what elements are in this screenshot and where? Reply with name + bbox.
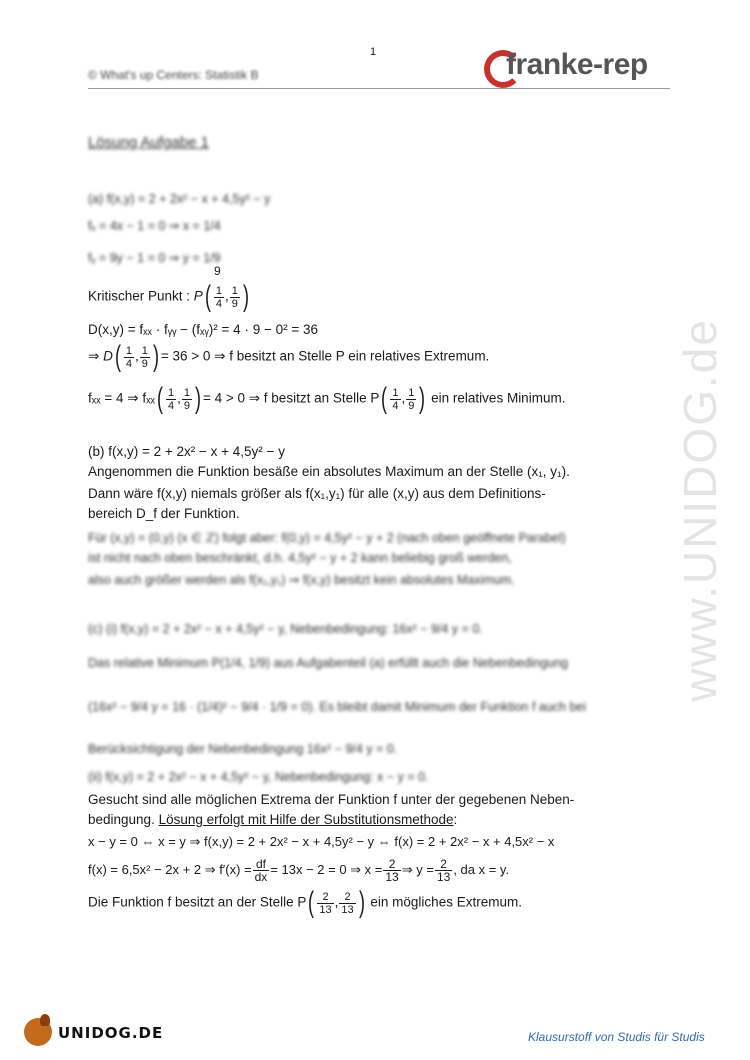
- page-number: 1: [370, 46, 377, 58]
- unidog-logo-text: UNIDOG.DE: [58, 1024, 164, 1042]
- part-b-line-3: Dann wäre f(x,y) niemals größer als f(x₁,y₁) für alle (x,y) aus dem Definitions-: [88, 486, 546, 501]
- watermark: www.UNIDOG.de: [674, 318, 726, 702]
- critical-point: Kritischer Punkt : P( $\frac{1}{4}$ , $\frac{1}{9}$ ): [88, 280, 249, 313]
- part-b-line-2: Angenommen die Funktion besäße ein absolutes Maximum an der Stelle (x₁, y₁).: [88, 464, 570, 479]
- page-title: Lösung Aufgabe 1: [88, 134, 209, 151]
- hessian-conclusion: ⇒ D( $\frac{1}{4}$ , $\frac{1}{9}$ ) = 36 > 0 ⇒ f besitzt an Stelle P ein relatives Extremum.: [88, 340, 490, 373]
- unidog-logo: [24, 1016, 164, 1050]
- part-c-line-3: (16x² − 9/4 y = 16 · (1/4)² − 9/4 · 1/9 = 0). Es bleibt damit Minimum der Funktion f auch bei: [88, 700, 587, 714]
- franke-rep-logo: [484, 48, 674, 88]
- part-b-line-1: (b) f(x,y) = 2 + 2x² − x + 4,5y² − y: [88, 444, 285, 459]
- part-ii-line-5: Die Funktion f besitzt an der Stelle P( $\frac{2}{13}$ , $\frac{2}{13}$ ) ein mögliches Extremum.: [88, 886, 522, 919]
- part-c-line-2: Das relative Minimum P(1/4, 1/9) aus Aufgabenteil (a) erfüllt auch die Nebenbedingung: [88, 656, 569, 670]
- part-a-line-1: (a) f(x,y) = 2 + 2x² − x + 4,5y² − y: [88, 192, 271, 206]
- part-b-line-5: Für (x,y) = (0,y) (x ∈ ℤ) folgt aber: f(0,y) = 4,5y² − y + 2 (nach oben geöffnete Parabel): [88, 531, 566, 545]
- part-b-line-4: bereich D_f der Funktion.: [88, 506, 240, 521]
- part-b-line-7: also auch größer werden als f(x₁,y₁) ⇒ f(x,y) besitzt kein absolutes Maximum.: [88, 573, 515, 587]
- header-title: © What's up Centers: Statistik B: [88, 68, 259, 82]
- part-b-line-6: ist nicht nach oben beschränkt, d.h. 4,5y² − y + 2 kann beliebig groß werden,: [88, 551, 512, 565]
- critical-label: Kritischer Punkt :: [88, 288, 194, 304]
- footer-slogan: Klausurstoff von Studis für Studis: [528, 1030, 705, 1044]
- part-a-line-3: fᵧ = 9y − 1 = 0 ⇒ y = 1/9: [88, 251, 221, 265]
- part-c-line-5: (ii) f(x,y) = 2 + 2x² − x + 4,5y² − y, Nebenbedingung: x − y = 0.: [88, 770, 429, 784]
- header-divider: [88, 88, 670, 89]
- logo-text: franke-rep: [506, 48, 648, 81]
- part-c-line-1: (c) (i) f(x,y) = 2 + 2x² − x + 4,5y² − y, Nebenbedingung: 16x² − 9/4 y = 0.: [88, 622, 483, 636]
- fxx-conclusion: fₓₓ = 4 ⇒ fₓₓ( $\frac{1}{4}$ , $\frac{1}{9}$ ) = 4 > 0 ⇒ f besitzt an Stelle P( $\frac{1}{4}$ , $\frac{1}{9}$ ) ein relatives Minimum.: [88, 382, 566, 415]
- part-ii-line-1: Gesucht sind alle möglichen Extrema der Funktion f unter der gegebenen Neben-: [88, 792, 575, 807]
- part-ii-line-4: f(x) = 6,5x² − 2x + 2 ⇒ f′(x) = $\frac{df}{dx}$ = 13x − 2 = 0 ⇒ x = $\frac{2}{13}$ ⇒ y = $\frac{2}{13}$ , da x = y.: [88, 857, 510, 884]
- part-ii-line-2: bedingung. Lösung erfolgt mit Hilfe der Substitutionsmethode:: [88, 812, 458, 827]
- part-a-line-2: fₓ = 4x − 1 = 0 ⇒ x = 1/4: [88, 219, 221, 233]
- part-ii-line-3: x − y = 0 ⇔ x = y ⇒ f(x,y) = 2 + 2x² − x + 4,5y² − y ⇔ f(x) = 2 + 2x² − x + 4,5x² − x: [88, 834, 555, 849]
- dog-icon: [24, 1018, 52, 1046]
- part-c-line-4: Berücksichtigung der Nebenbedingung 16x² − 9/4 y = 0.: [88, 742, 398, 756]
- hessian-formula: D(x,y) = fₓₓ · fᵧᵧ − (fₓᵧ)² = 4 · 9 − 0² = 36: [88, 322, 318, 337]
- part-a-line-3-denominator: 9: [214, 264, 221, 278]
